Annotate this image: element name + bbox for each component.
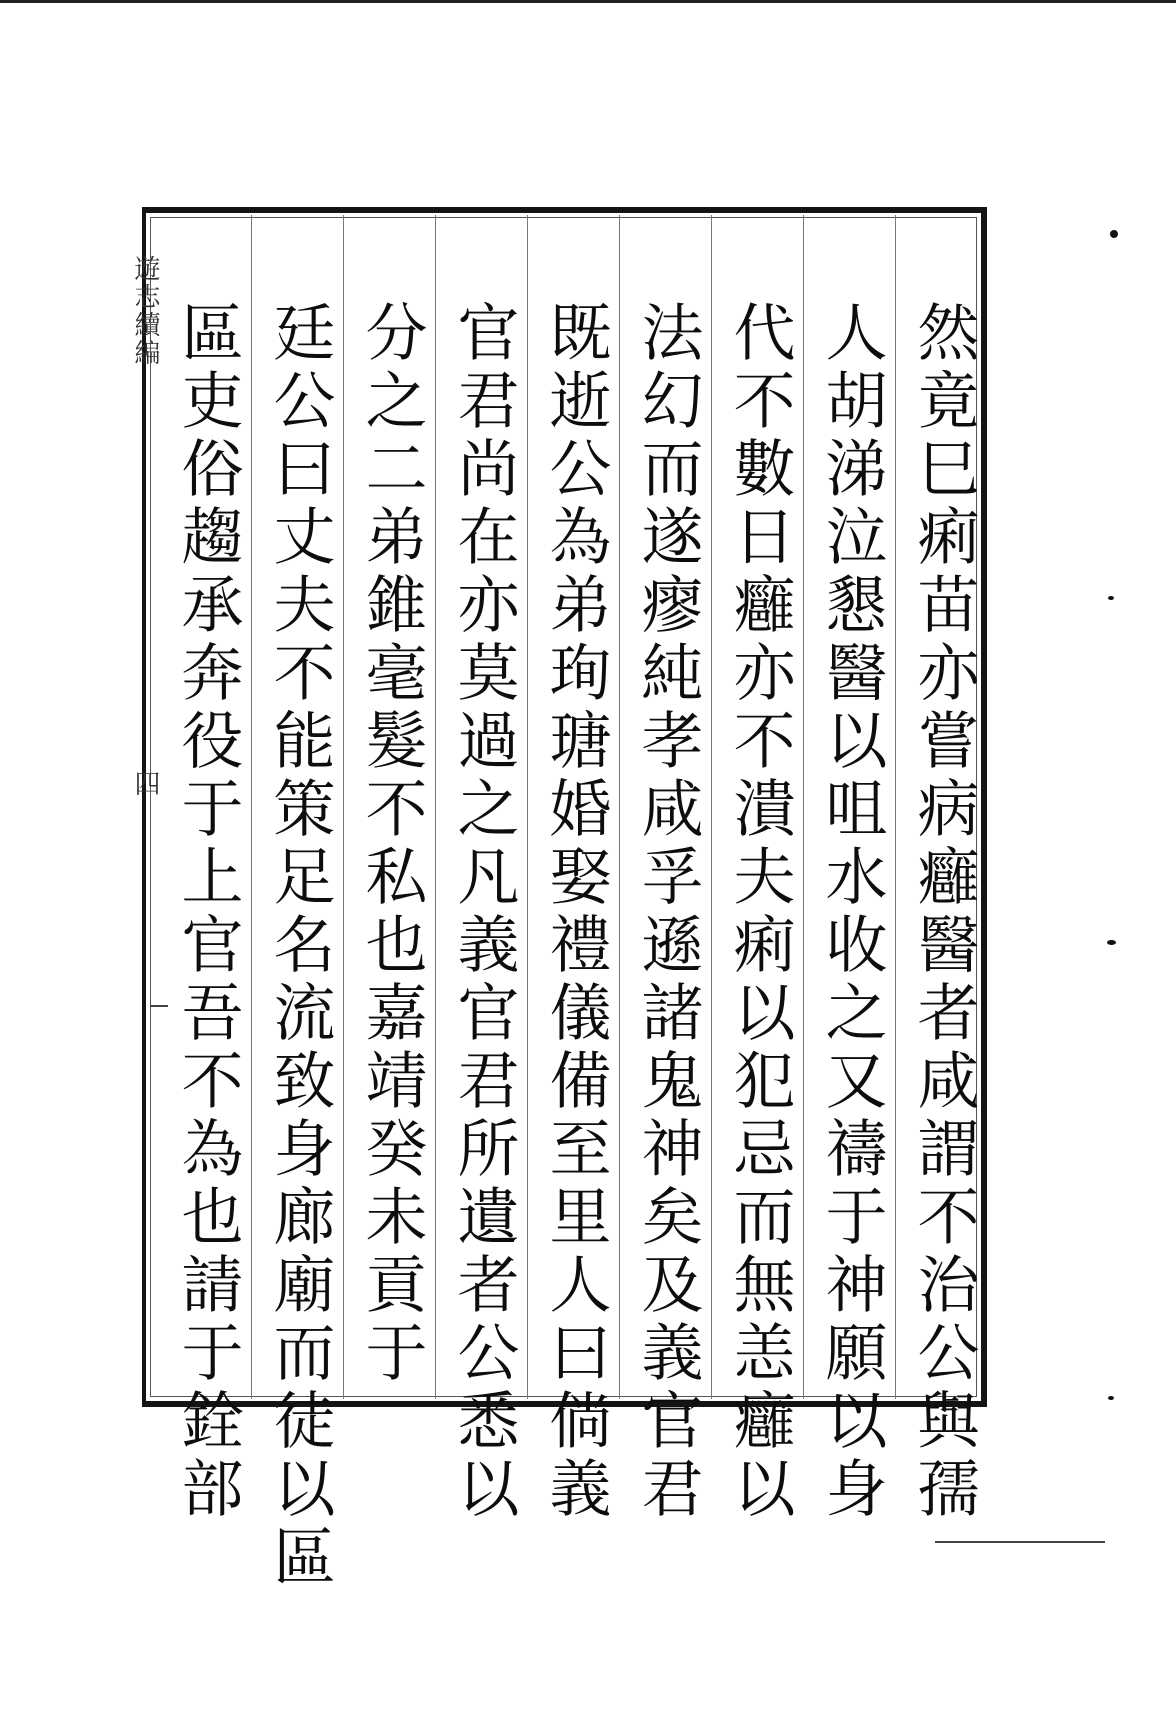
ink-speck (1108, 1396, 1114, 1400)
text-column-8: 廷公曰丈夫不能策足名流致身廊廟而徒以區 (263, 300, 336, 1592)
text-column-4: 法幻而遂瘳純孝咸孚遜諸鬼神矣及義官君 (631, 300, 704, 1524)
text-column-6: 官君尚在亦莫過之凡義官君所遺者公悉以 (447, 300, 520, 1524)
text-column-2: 人胡涕泣懇醫以咀水收之又禱于神願以身 (815, 300, 888, 1524)
text-column-9: 區吏俗趨承奔役于上官吾不為也請于銓部 (171, 300, 244, 1524)
text-column-1: 然竟巳痢苗亦嘗病癰醫者咸謂不治公與孺 (907, 300, 980, 1524)
text-column-3: 代不數日癰亦不潰夫痢以犯忌而無恙癰以 (723, 300, 796, 1524)
ink-speck (1108, 596, 1114, 600)
margin-book-title: 遊志續編 (130, 255, 160, 367)
ink-speck (1110, 230, 1118, 238)
ink-speck (1107, 940, 1116, 945)
text-column-5: 既逝公為弟珣瑭婚娶禮儀備至里人曰倘義 (539, 300, 612, 1524)
margin-page-number: 四 (130, 770, 160, 796)
scan-artifact-line (935, 1541, 1105, 1543)
text-column-7: 分之二弟錐毫髮不私也嘉靖癸未貢于 (355, 300, 428, 1388)
top-border-line (0, 0, 1176, 3)
